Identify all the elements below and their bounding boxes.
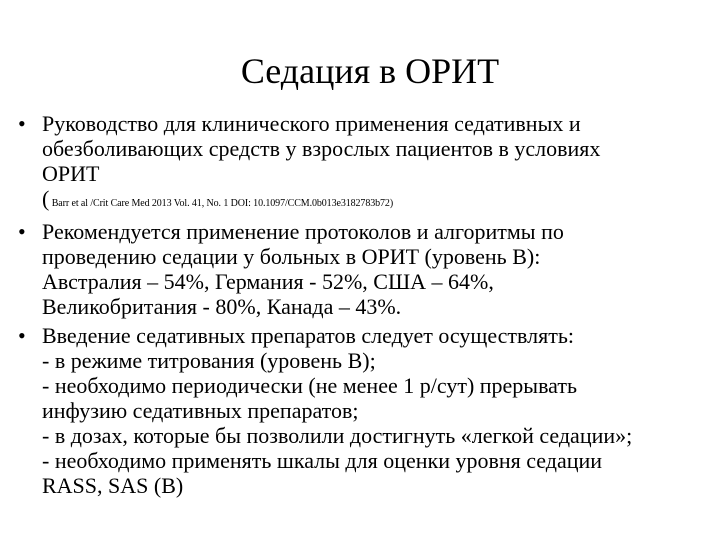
bullet-line: - в режиме титрования (уровень В); (42, 348, 376, 373)
bullet-line: RASS, SAS (B) (42, 473, 184, 498)
bullet-marker: • (18, 323, 26, 348)
bullet-line: - необходимо периодически (не менее 1 р/сут) прерывать (42, 373, 578, 398)
bullet-marker: • (18, 111, 26, 136)
bullet-line: Введение седативных препаратов следует осуществлять: (42, 323, 574, 348)
reference-text: Barr et al /Crit Care Med 2013 Vol. 41, No. 1 DOI: 10.1097/CCM.0b013e3182783b72) (49, 198, 394, 209)
bullet-line: обезболивающих средств у взрослых пациентов в условиях (42, 136, 601, 161)
reference-citation (42, 186, 708, 216)
bullet-item-administration (18, 323, 708, 498)
bullet-line: Австралия – 54%, Германия - 52%, США – 64%, (42, 269, 494, 294)
bullet-line: проведению седации у больных в ОРИТ (уровень В): (42, 244, 541, 269)
bullet-line: Руководство для клинического применения седативных и (42, 111, 581, 136)
bullet-line: Великобритания - 80%, Канада – 43%. (42, 294, 402, 319)
bullet-marker: • (18, 219, 26, 244)
bullet-line: Рекомендуется применение протоколов и алгоритмы по (42, 219, 564, 244)
reference-open-paren: ( (42, 186, 50, 211)
slide-title: Седация в ОРИТ (240, 51, 500, 91)
bullet-line: инфузию седативных препаратов; (42, 398, 359, 423)
bullet-list (18, 111, 708, 498)
bullet-item-guideline (18, 111, 708, 216)
bullet-line: - необходимо применять шкалы для оценки уровня седации (42, 448, 603, 473)
bullet-line: - в дозах, которые бы позволили достигнуть «легкой седации»; (42, 423, 633, 448)
bullet-line: ОРИТ (42, 161, 100, 186)
bullet-item-protocols (18, 219, 708, 319)
